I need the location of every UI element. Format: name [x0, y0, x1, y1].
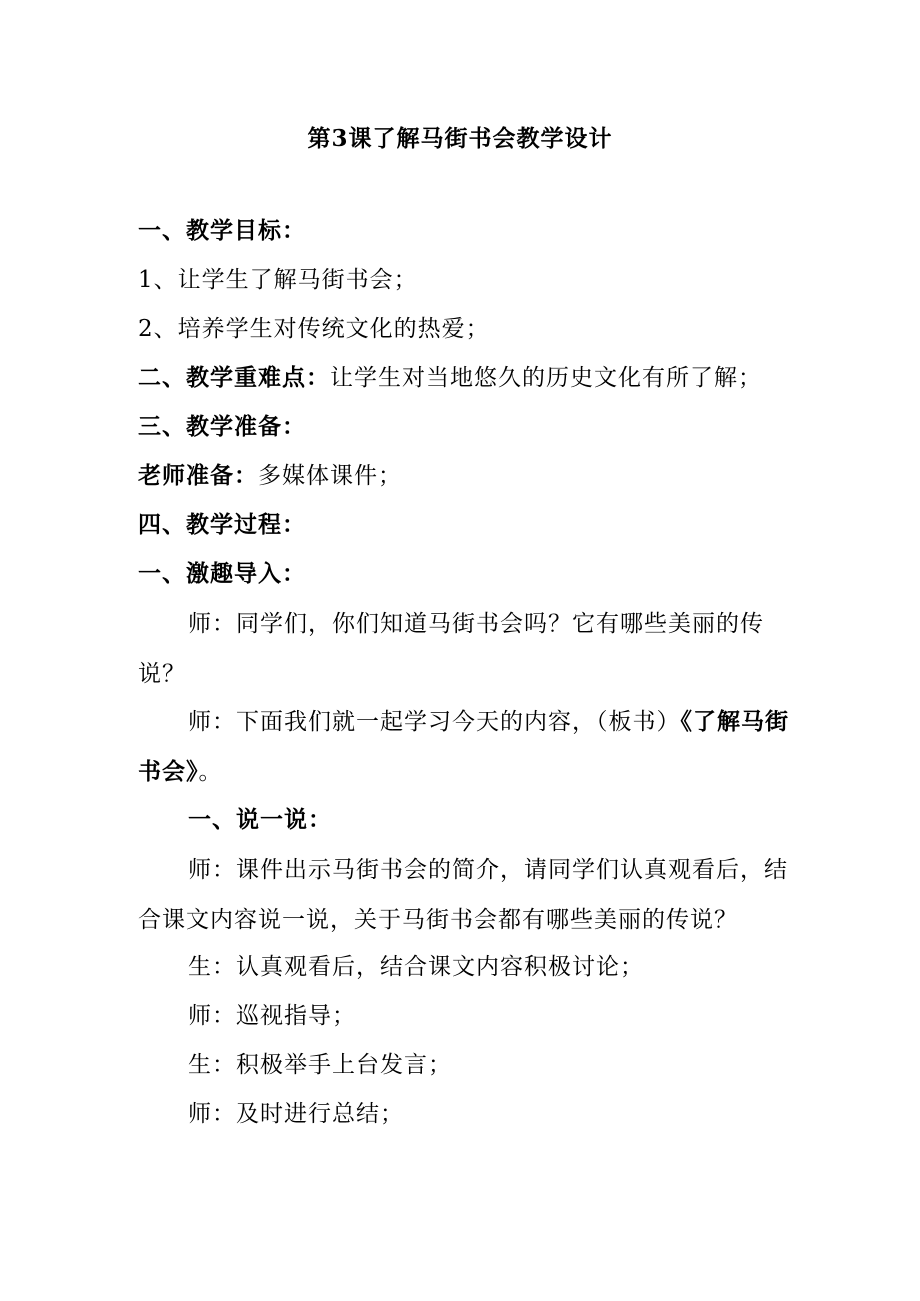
intro-paragraph-2-book-title: 《了解马街书会》 [138, 708, 789, 785]
intro-paragraph-2-end: 。 [198, 759, 223, 785]
say-paragraph-1: 师：课件出示马街书会的简介，请同学们认真观看后，结合课文内容说一说，关于马街书会都有哪些美丽的传说？ [138, 857, 788, 933]
teacher-prep-line [138, 459, 798, 493]
objectives-heading: 一、教学目标： [138, 217, 306, 244]
document-title: 第3课了解马街书会教学设计 [307, 125, 613, 152]
teacher-prep-label: 老师准备： [138, 462, 258, 489]
intro-paragraph-2-text: 师：下面我们就一起学习今天的内容，（板书） [188, 709, 681, 735]
intro-heading: 一、激趣导入： [138, 560, 306, 587]
teacher-prep-text: 多媒体课件； [258, 463, 402, 489]
intro-paragraph-1: 师：同学们，你们知道马街书会吗？它有哪些美丽的传说？ [138, 611, 764, 687]
objective-item-1: 1、让学生了解马街书会； [138, 267, 418, 293]
process-heading: 四、教学过程： [138, 511, 306, 538]
intro-paragraph-2 [138, 697, 798, 797]
key-points-label: 二、教学重难点： [138, 364, 330, 391]
preparation-heading: 三、教学准备： [138, 413, 306, 440]
key-points-text: 让学生对当地悠久的历史文化有所了解； [330, 365, 762, 391]
say-section-heading: 一、说一说： [188, 806, 332, 833]
key-points-line [138, 361, 798, 395]
say-line-2: 生：认真观看后，结合课文内容积极讨论； [188, 954, 644, 980]
say-line-4: 生：积极举手上台发言； [188, 1052, 452, 1078]
objective-item-2: 2、培养学生对传统文化的热爱； [138, 316, 490, 342]
say-line-3: 师：巡视指导； [188, 1003, 356, 1029]
say-line-5: 师：及时进行总结； [188, 1101, 404, 1127]
